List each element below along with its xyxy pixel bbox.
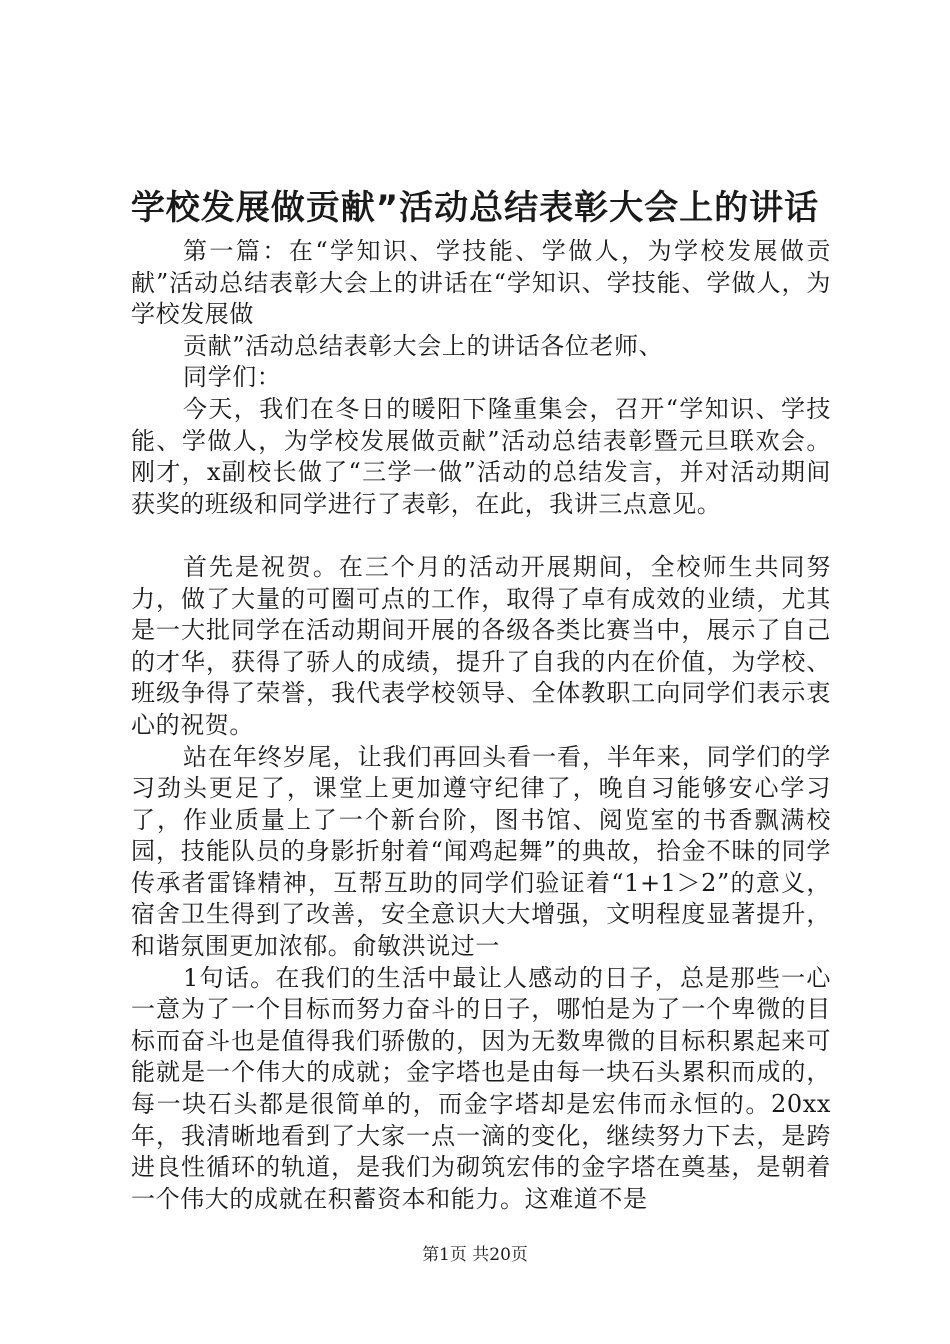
paragraph-salutation: 同学们： bbox=[183, 363, 282, 392]
paragraph-spacer bbox=[131, 520, 831, 552]
paragraph-quote: 1句话。在我们的生活中最让人感动的日子，总是那些一心一意为了一个目标而努力奋斗的日子，哪怕是为了一个卑微的目标而奋斗也是值得我们骄傲的，因为无数卑微的目标积累起来可能就是一个伟大的成就；金字塔也是由每一块石头累积而成的，每一块石头都是很简单的，而金字塔却是宏伟而永恒的。20xx年，我清晰地看到了大家一点一滴的变化，继续努力下去，是跨进良性循环的轨道，是我们为砌筑宏伟的金字塔在奠基，是朝着一个伟大的成就在积蓄资本和能力。这难道不是 bbox=[131, 963, 831, 1213]
paragraph-heading-continued: 贡献”活动总结表彰大会上的讲话各位老师、 bbox=[183, 331, 664, 360]
paragraph-intro: 第一篇：在“学知识、学技能、学做人，为学校发展做贡献”活动总结表彰大会上的讲话在“学知识、学技能、学做人，为学校发展做 bbox=[131, 237, 831, 329]
page-number-footer: 第1页 共20页 bbox=[422, 1245, 528, 1265]
document-title: 学校发展做贡献”活动总结表彰大会上的讲话 bbox=[130, 188, 820, 228]
paragraph-opening: 今天，我们在冬日的暖阳下隆重集会，召开“学知识、学技能、学做人，为学校发展做贡献”活动总结表彰暨元旦联欢会。刚才，x副校长做了“三学一做”活动的总结发言，并对活动期间获奖的班级和同学进行了表彰，在此，我讲三点意见。 bbox=[131, 394, 831, 518]
paragraph-congratulations: 首先是祝贺。在三个月的活动开展期间，全校师生共同努力，做了大量的可圈可点的工作，取得了卓有成效的业绩，尤其是一大批同学在活动期间开展的各级各类比赛当中，展示了自己的才华，获得了骄人的成绩，提升了自我的内在价值，为学校、班级争得了荣誉，我代表学校领导、全体教职工向同学们表示衷心的祝贺。 bbox=[131, 552, 831, 739]
paragraph-review: 站在年终岁尾，让我们再回头看一看，半年来，同学们的学习劲头更足了，课堂上更加遵守纪律了，晚自习能够安心学习了，作业质量上了一个新台阶，图书馆、阅览室的书香飘满校园，技能队员的身影折射着“闻鸡起舞”的典故，拾金不昧的同学传承者雷锋精神，互帮互助的同学们验证着“1+1＞2”的意义，宿舍卫生得到了改善，安全意识大大增强，文明程度显著提升，和谐氛围更加浓郁。俞敏洪说过一 bbox=[131, 742, 831, 961]
document-body bbox=[131, 236, 831, 1215]
